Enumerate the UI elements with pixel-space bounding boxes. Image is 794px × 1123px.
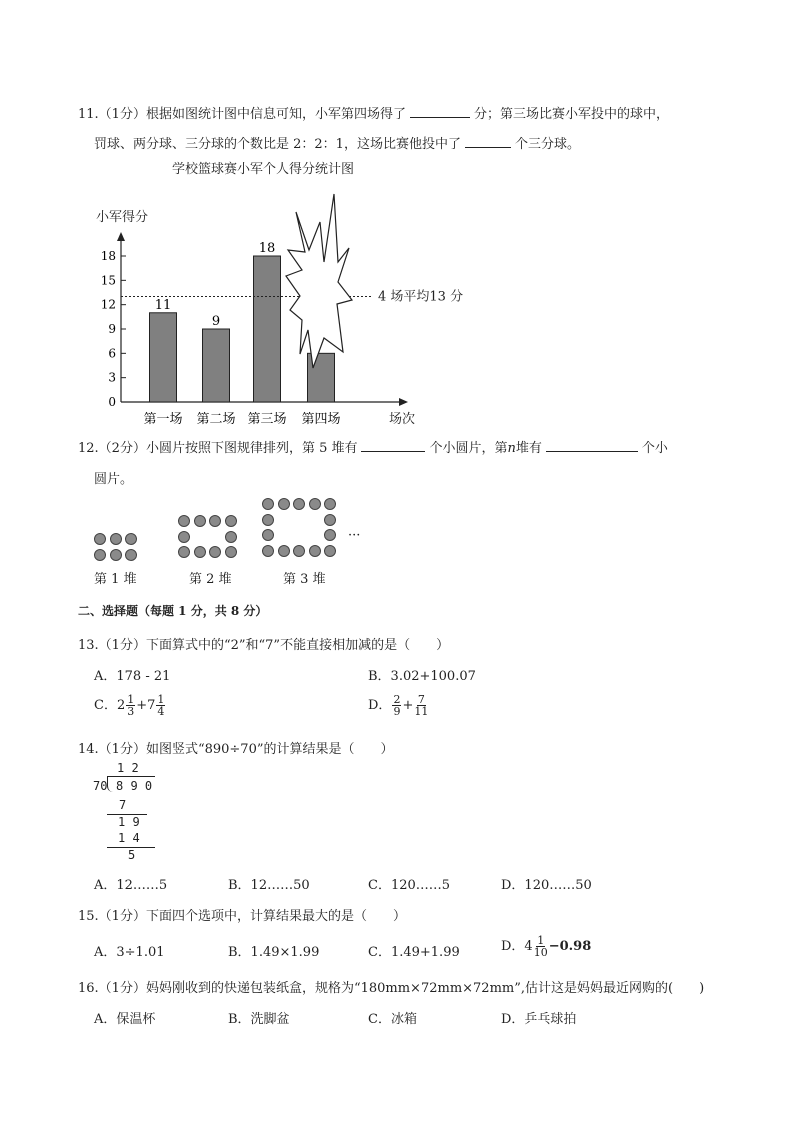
division-dividend: 8 9 0 <box>116 779 153 793</box>
circle-pile-3 <box>324 514 336 526</box>
q11-line1: 11.（1分）根据如图统计图中信息可知，小军第四场得了 分；第三场比赛小军投中的球中， <box>78 107 669 122</box>
bar-1 <box>150 313 177 402</box>
fraction: $\frac{1}{10}$ <box>533 934 548 959</box>
circle-pile-3 <box>278 498 290 510</box>
q12-blank-2[interactable] <box>546 439 638 452</box>
circle-pile-3 <box>309 498 321 510</box>
circle-pile-2 <box>225 546 237 558</box>
x-category-label: 第二场 <box>196 412 236 427</box>
fraction: $\frac{1}{4}$ <box>157 693 165 718</box>
fraction: $\frac{1}{3}$ <box>127 693 135 718</box>
q11-blank-2[interactable] <box>465 135 511 148</box>
q14-option-c[interactable]: C．120……5 <box>368 878 451 893</box>
circle-pile-1 <box>110 549 122 561</box>
circle-pile-3 <box>293 545 305 557</box>
circle-pile-2 <box>178 531 190 543</box>
circle-pile-1 <box>94 549 106 561</box>
circle-pile-3 <box>324 529 336 541</box>
x-axis-arrow <box>399 398 408 406</box>
circle-pile-2 <box>194 515 206 527</box>
q11-blank-1[interactable] <box>410 105 470 118</box>
q13-stem: 13.（1分）下面算式中的“2”和“7”不能直接相加减的是（ ） <box>78 638 450 653</box>
division-quotient: 1 2 <box>117 761 139 775</box>
q14-stem: 14.（1分）如图竖式“890÷70”的计算结果是（ ） <box>78 742 394 757</box>
y-tick-label: 0 <box>108 395 116 409</box>
division-bar <box>107 776 155 777</box>
y-tick-label: 15 <box>100 273 116 288</box>
q14-option-a[interactable]: A．12……5 <box>94 878 168 893</box>
circle-pile-1 <box>125 549 137 561</box>
q16-stem: 16.（1分）妈妈刚收到的快递包装纸盒，规格为“180mm×72mm×72mm”,估计这是妈妈最近网购的( ) <box>78 981 705 996</box>
circle-pile-2 <box>209 515 221 527</box>
circle-pile-2 <box>178 515 190 527</box>
q13-option-b[interactable]: B．3.02+100.07 <box>368 669 476 684</box>
bar-3 <box>254 256 281 402</box>
circle-pile-2 <box>209 546 221 558</box>
pile-label-1: 第 1 堆 <box>94 572 137 587</box>
chart-ylabel: 小军得分 <box>96 210 149 225</box>
pile-label-3: 第 3 堆 <box>283 572 326 587</box>
q14-option-d[interactable]: D．120……50 <box>501 878 592 893</box>
circle-pile-2 <box>194 546 206 558</box>
circle-pile-3 <box>324 498 336 510</box>
division-divisor: 70 <box>93 779 108 793</box>
starburst-cover <box>286 194 352 368</box>
average-label: 4 场平均13 分 <box>378 289 464 305</box>
x-category-label: 第三场 <box>247 412 287 427</box>
y-tick-label: 3 <box>108 370 116 385</box>
y-tick-label: 9 <box>108 322 116 336</box>
x-category-label: 第四场 <box>301 412 341 427</box>
division-step-4: 5 <box>128 848 136 862</box>
y-tick-label: 12 <box>100 297 116 312</box>
q16-option-d[interactable]: D．乒乓球拍 <box>501 1012 577 1027</box>
bar-4 <box>308 353 335 402</box>
x-category-label: 第一场 <box>143 412 183 427</box>
q13-option-c[interactable]: C．2 $\frac{1}{3}$ +7 $\frac{1}{4}$ <box>94 693 165 718</box>
q16-option-a[interactable]: A．保温杯 <box>94 1012 156 1027</box>
circle-pile-3 <box>324 545 336 557</box>
q15-option-d[interactable]: D．4 $\frac{1}{10}$ −0.98 <box>501 934 592 959</box>
circle-pile-3 <box>293 498 305 510</box>
y-tick-label: 18 <box>100 249 116 263</box>
q15-option-c[interactable]: C．1.49+1.99 <box>368 945 460 960</box>
circle-pile-3 <box>278 545 290 557</box>
bar-value-label: 9 <box>211 314 221 329</box>
circle-pile-1 <box>125 533 137 545</box>
q16-option-b[interactable]: B．洗脚盆 <box>228 1012 290 1027</box>
fraction: $\frac{2}{9}$ <box>393 693 401 718</box>
chart-xlabel: 场次 <box>389 412 416 427</box>
q15-option-a[interactable]: A．3÷1.01 <box>94 945 165 960</box>
pile-label-2: 第 2 堆 <box>189 572 232 587</box>
division-bracket <box>107 776 113 792</box>
circle-pile-2 <box>178 546 190 558</box>
division-step-1: 7 <box>119 798 127 812</box>
q15-option-b[interactable]: B．1.49×1.99 <box>228 945 320 960</box>
circle-pile-3 <box>262 514 274 526</box>
circle-pile-3 <box>262 498 274 510</box>
q12-line2: 圆片。 <box>94 472 134 487</box>
division-step-3: 1 4 <box>118 831 140 845</box>
circle-pile-2 <box>225 515 237 527</box>
bar-2 <box>203 329 230 402</box>
q14-option-b[interactable]: B．12……50 <box>228 878 310 893</box>
circle-pile-3 <box>262 545 274 557</box>
circle-pile-3 <box>262 529 274 541</box>
q12-line1: 12.（2分）小圆片按照下图规律排列，第 5 堆有 个小圆片，第n堆有 个小 <box>78 441 668 456</box>
fraction: $\frac{7}{11}$ <box>414 693 429 718</box>
circle-pile-3 <box>309 545 321 557</box>
chart-title: 学校篮球赛小军个人得分统计图 <box>172 162 355 177</box>
circle-pile-1 <box>94 533 106 545</box>
q15-stem: 15.（1分）下面四个选项中，计算结果最大的是（ ） <box>78 909 406 924</box>
q16-option-c[interactable]: C．冰箱 <box>368 1012 417 1027</box>
section-heading: 二、选择题（每题 1 分，共 8 分） <box>78 604 268 618</box>
bar-value-label: 11 <box>154 297 172 313</box>
pile-ellipsis: ··· <box>348 528 361 543</box>
y-tick-label: 6 <box>108 346 116 361</box>
q12-blank-1[interactable] <box>361 439 425 452</box>
q13-option-a[interactable]: A．178 - 21 <box>94 669 171 684</box>
q11-line2: 罚球、两分球、三分球的个数比是 2：2：1，这场比赛他投中了 个三分球。 <box>94 137 580 152</box>
q13-option-d[interactable]: D． $\frac{2}{9}$ + $\frac{7}{11}$ <box>368 693 429 718</box>
circle-pile-2 <box>225 531 237 543</box>
division-step-2: 1 9 <box>118 815 140 829</box>
bar-value-label: 18 <box>258 241 276 256</box>
circle-pile-1 <box>110 533 122 545</box>
y-axis-arrow <box>117 232 125 241</box>
